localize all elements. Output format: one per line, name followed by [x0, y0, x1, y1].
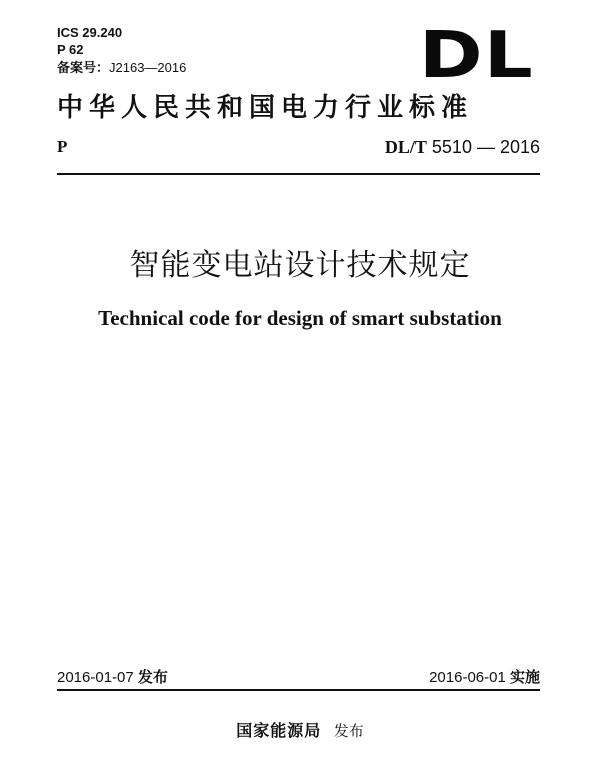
dl-logo: DL	[418, 19, 534, 93]
ccs-code	[57, 42, 84, 58]
publisher-label: 发布	[333, 723, 364, 740]
classification-code: P	[57, 137, 68, 156]
ics-code-text: ICS 29.240	[57, 25, 123, 40]
ics-code	[57, 25, 122, 41]
document-title-cn: 智能变电站设计技术规定	[129, 248, 471, 283]
implement-label: 实施	[509, 669, 540, 686]
filing-number-text: J2163—2016	[109, 60, 187, 75]
filing-number	[57, 60, 186, 76]
ccs-code-text: P 62	[57, 42, 84, 57]
implement-date	[429, 666, 540, 687]
publisher-org: 国家能源局	[236, 721, 322, 740]
standard-number-value: 5510 — 2016	[431, 137, 540, 157]
issue-label: 发布	[137, 669, 168, 686]
issue-date	[57, 666, 168, 687]
issue-date-value: 2016-01-07	[57, 669, 134, 686]
publisher	[0, 718, 600, 741]
filing-label: 备案号：	[57, 60, 110, 75]
standard-number-prefix: DL/T	[384, 137, 427, 157]
header-divider	[57, 173, 540, 175]
implement-date-value: 2016-06-01	[429, 669, 506, 686]
document-title-en: Technical code for design of smart substation	[98, 306, 502, 330]
industry-standard-title: 中华人民共和国电力行业标准	[57, 93, 474, 123]
standard-number	[385, 137, 540, 158]
footer-divider	[57, 689, 540, 691]
